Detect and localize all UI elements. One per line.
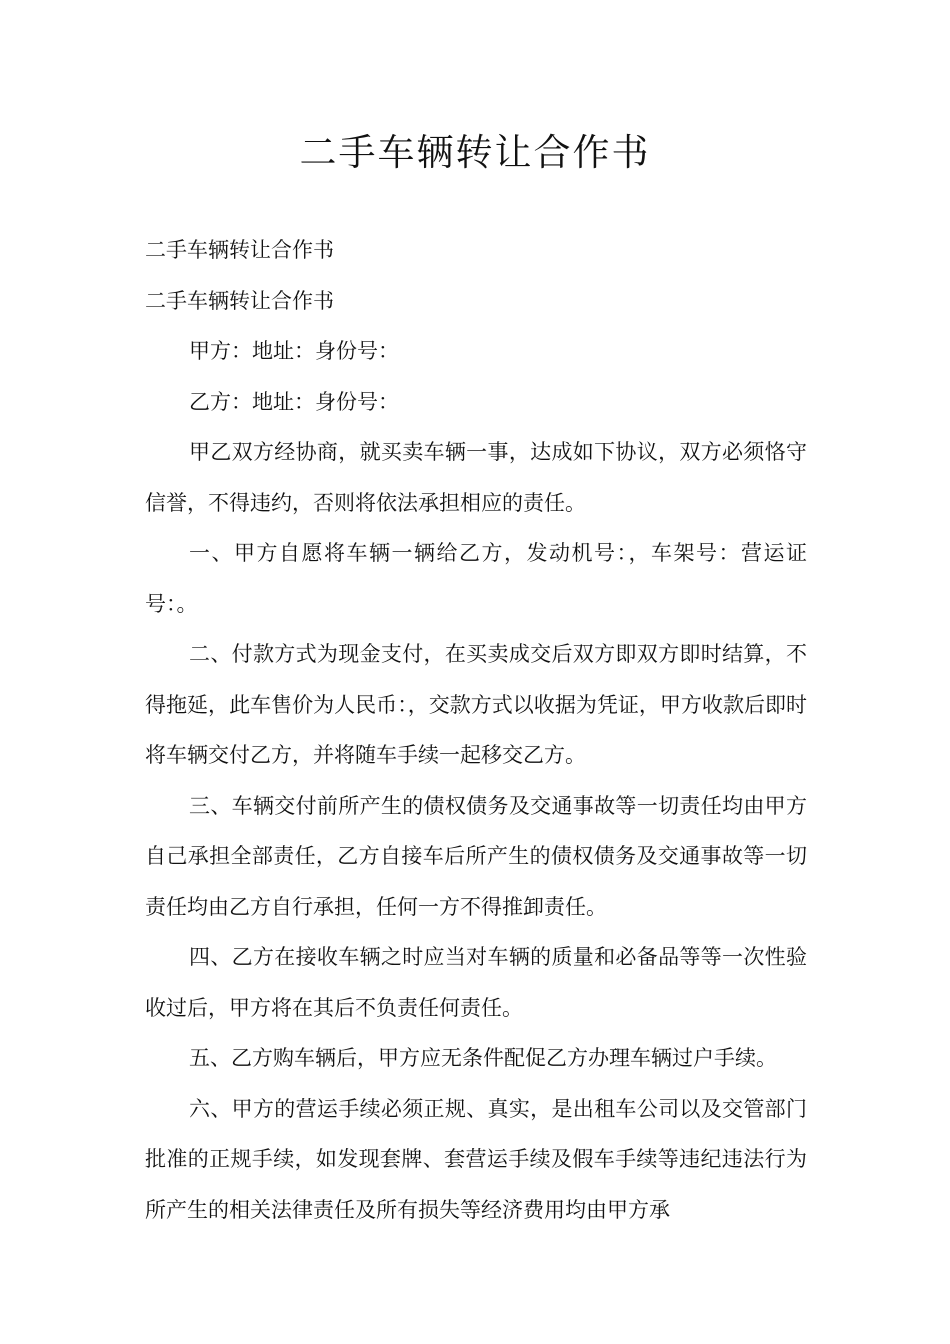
party-b-line: 乙方：地址：身份号： [189, 389, 399, 414]
clause-5: 五、乙方购车辆后，甲方应无条件配促乙方办理车辆过户手续。 [189, 1046, 777, 1070]
party-a-line: 甲方：地址：身份号： [189, 339, 399, 363]
clause-4: 四、乙方在接收车辆之时应当对车辆的质量和必备品等等一次性验收过后，甲方将在其后不负责任何责任。 [145, 945, 807, 1020]
clause-1: 一、甲方自愿将车辆一辆给乙方，发动机号：，车架号：营运证号：。 [145, 541, 807, 616]
clause-3: 三、车辆交付前所产生的债权债务及交通事故等一切责任均由甲方自己承担全部责任，乙方自接车后所产生的债权债务及交通事故等一切责任均由乙方自行承担，任何一方不得推卸责任。 [145, 793, 807, 919]
paragraph: 甲乙双方经协商，就买卖车辆一事，达成如下协议，双方必须恪守信誉，不得违约，否则将依法承担相应的责任。 [145, 440, 807, 515]
document-body [145, 225, 807, 1235]
paragraph: 二手车辆转让合作书 [145, 288, 334, 313]
clause-6: 六、甲方的营运手续必须正规、真实，是出租车公司以及交管部门批准的正规手续，如发现套牌、套营运手续及假车手续等违纪违法行为所产生的相关法律责任及所有损失等经济费用均由甲方承 [145, 1096, 807, 1222]
document-title: 二手车辆转让合作书 [299, 131, 651, 174]
clause-2: 二、付款方式为现金支付，在买卖成交后双方即双方即时结算，不得拖延，此车售价为人民币：，交款方式以收据为凭证，甲方收款后即时将车辆交付乙方，并将随车手续一起移交乙方。 [145, 642, 807, 767]
paragraph: 二手车辆转让合作书 [145, 238, 334, 262]
